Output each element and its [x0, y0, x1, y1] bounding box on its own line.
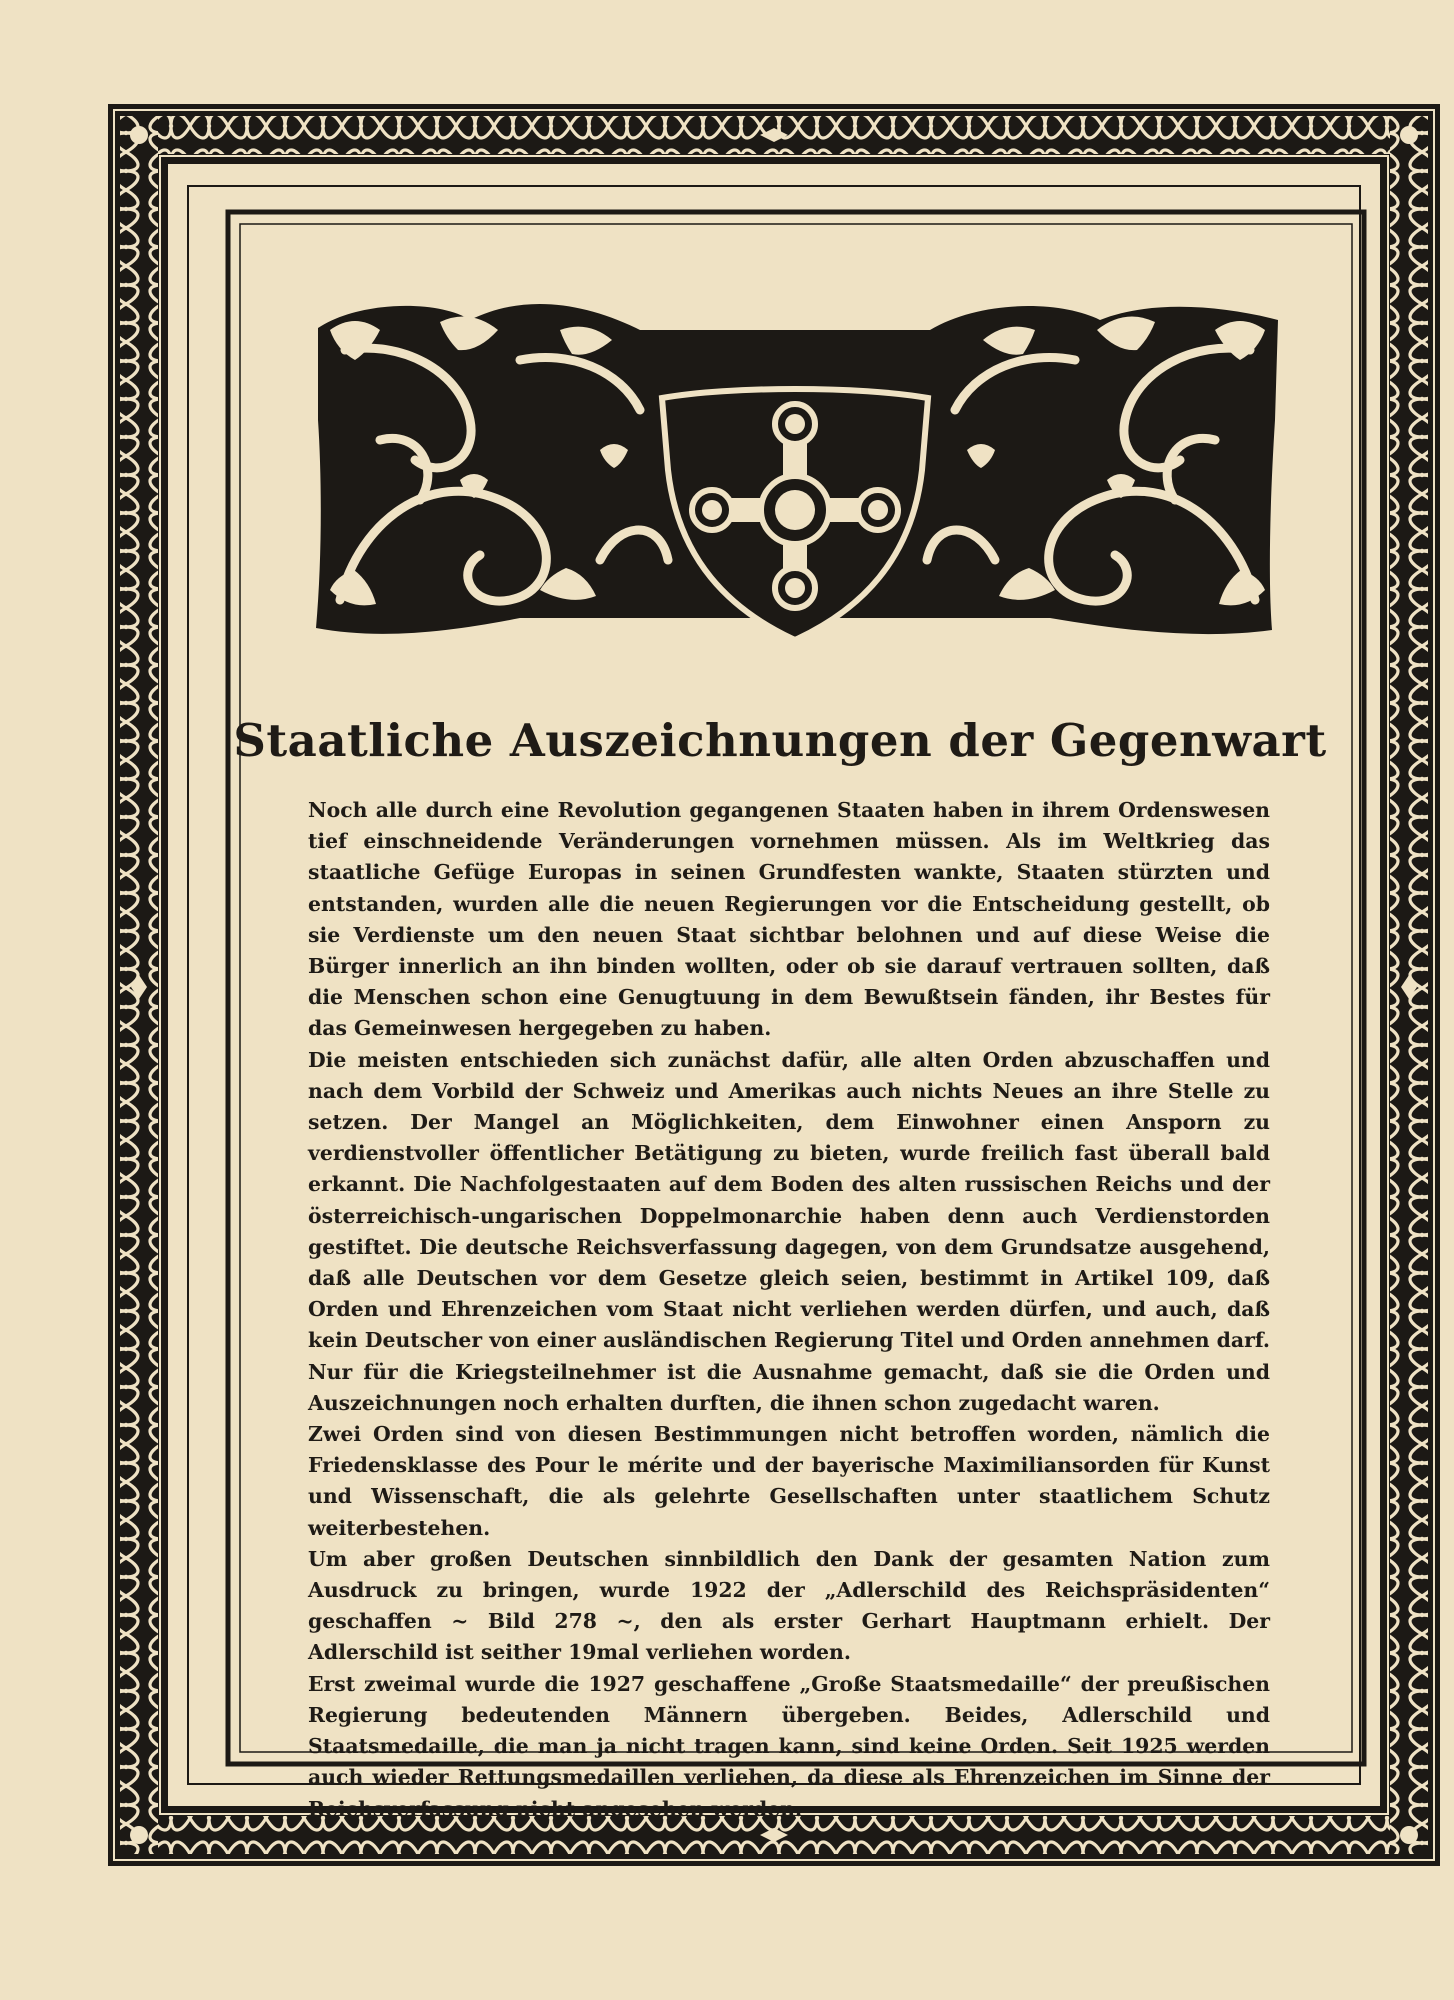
paragraph: Die meisten entschieden sich zunächst dafür, alle alten Orden abzuschaffen und nach dem Vorbild der Schweiz und Amerikas auch nichts Neues an ihre Stelle zu setzen. Der Mangel an Möglichkeiten, dem Einwohner einen Ansporn zu verdienstvoller öffentlicher Betätigung zu bieten, wurde freilich fast überall bald erkannt. Die Nachfolgestaaten auf dem Boden des alten russischen Reichs und der österreichisch-ungarischen Doppelmonarchie haben denn auch Verdienstorden gestiftet. Die deutsche Reichsverfassung dagegen, von dem Grundsatze ausgehend, daß alle Deutschen vor dem Gesetze gleich seien, bestimmt in Artikel 109, daß Orden und Ehrenzeichen vom Staat nicht verliehen werden dürfen, und auch, daß kein Deutscher von einer ausländischen Regierung Titel und Orden annehmen darf. Nur für die Kriegsteilnehmer ist die Ausnahme gemacht, daß sie die Orden und Auszeichnungen noch erhalten durften, die ihnen schon zugedacht waren. — [308, 1047, 1270, 1415]
header-vignette — [316, 304, 1278, 640]
paragraph: Zwei Orden sind von diesen Bestimmungen nicht betroffen worden, nämlich die Friedensklasse des Pour le mérite und der bayerische Maximiliansorden für Kunst und Wissenschaft, die als gelehrte Gesellschaften unter staatlichem Schutz weiterbestehen. — [308, 1422, 1270, 1540]
page-title: Staatliche Auszeichnungen der Gegenwart — [233, 714, 1327, 767]
body-text — [308, 795, 1270, 1821]
paragraph: Erst zweimal wurde die 1927 geschaffene „Große Staatsmedaille“ der preußischen Regierung bedeutenden Männern übergeben. Beides, Adlerschild und Staatsmedaille, die man ja nicht tragen kann, sind keine Orden. Seit 1925 werden auch wieder Rettungsmedaillen verliehen, da diese als Ehrenzeichen im Sinne der Reichsverfassung nicht angesehen werden. — [308, 1671, 1270, 1821]
paragraph: Um aber großen Deutschen sinnbildlich den Dank der gesamten Nation zum Ausdruck zu bringen, wurde 1922 der „Adlerschild des Reichspräsidenten“ geschaffen ~ Bild 278 ~, den als erster Gerhart Hauptmann erhielt. Der Adlerschild ist seither 19mal verliehen worden. — [308, 1546, 1270, 1665]
paragraph: Noch alle durch eine Revolution gegangenen Staaten haben in ihrem Ordenswesen tief einschneidende Veränderungen vornehmen müssen. Als im Weltkrieg das staatliche Gefüge Europas in seinen Grundfesten wankte, Staaten stürzten und entstanden, wurden alle die neuen Regierungen vor die Entscheidung gestellt, ob sie Verdienste um den neuen Staat sichtbar belohnen und auf diese Weise die Bürger innerlich an ihn binden wollten, oder ob sie darauf vertrauen sollten, daß die Menschen schon eine Genugtuung in dem Bewußtsein fänden, ihr Bestes für das Gemeinwesen hergegeben zu haben. — [308, 798, 1270, 1041]
